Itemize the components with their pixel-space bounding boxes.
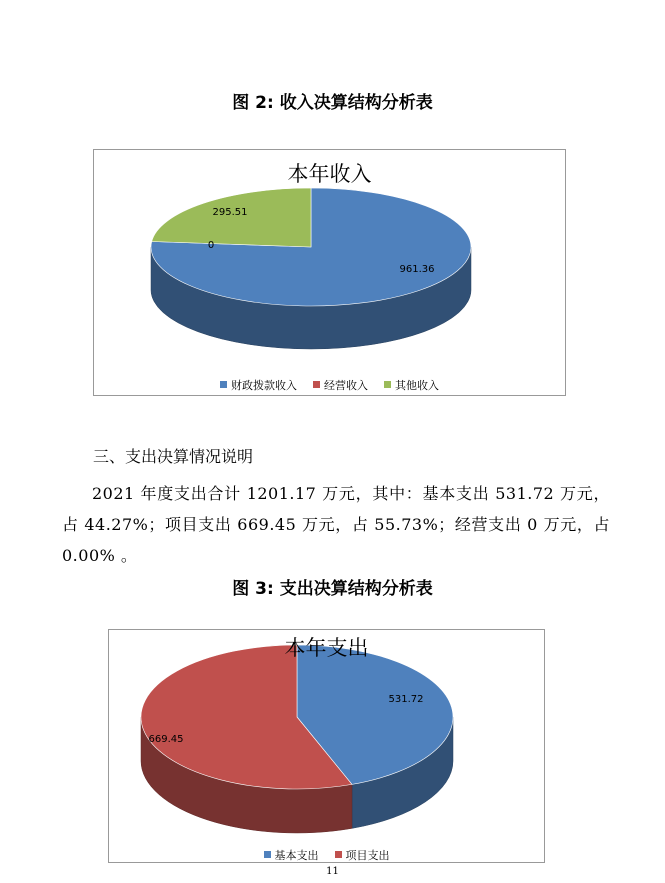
expenditure-legend-item-基本支出	[264, 847, 319, 863]
figure-3-title: 图 3: 支出决算结构分析表	[232, 579, 433, 599]
income-legend-swatch	[313, 381, 320, 388]
income-legend-item-财政拨款收入	[220, 377, 297, 393]
expenditure-data-label-项目支出: 669.45	[148, 734, 184, 745]
income-data-label-财政拨款收入: 961.36	[399, 264, 435, 275]
expenditure-chart	[108, 629, 545, 863]
figure-2-title: 图 2: 收入决算结构分析表	[232, 93, 433, 113]
expenditure-legend-swatch	[264, 851, 271, 858]
expenditure-legend	[109, 847, 544, 863]
income-legend-label: 其他收入	[395, 379, 439, 392]
expenditure-data-label-基本支出: 531.72	[388, 694, 424, 705]
income-legend	[94, 377, 565, 393]
expenditure-paragraph: 2021 年度支出合计 1201.17 万元，其中：基本支出 531.72 万元，占 44.27%；项目支出 669.45 万元，占 55.73%；经营支出 0 万元，占 0.00% 。	[62, 484, 610, 565]
expenditure-legend-label: 基本支出	[274, 849, 319, 862]
page-number: 11	[326, 866, 339, 877]
expenditure-legend-item-项目支出	[335, 847, 390, 863]
income-legend-swatch	[384, 381, 391, 388]
income-chart-title: 本年收入	[287, 162, 372, 186]
section-heading: 三、支出决算情况说明	[93, 447, 254, 466]
income-data-label-其他收入: 295.51	[212, 207, 248, 218]
income-legend-item-其他收入	[384, 377, 439, 393]
income-legend-label: 财政拨款收入	[231, 379, 297, 392]
expenditure-pie	[109, 630, 546, 864]
income-legend-item-经营收入	[313, 377, 368, 393]
expenditure-legend-swatch	[335, 851, 342, 858]
expenditure-chart-title: 本年支出	[284, 636, 369, 660]
income-data-label-经营收入: 0	[207, 240, 215, 251]
income-legend-label: 经营收入	[324, 379, 368, 392]
income-legend-swatch	[220, 381, 227, 388]
income-chart	[93, 149, 566, 396]
expenditure-legend-label: 项目支出	[345, 849, 390, 862]
